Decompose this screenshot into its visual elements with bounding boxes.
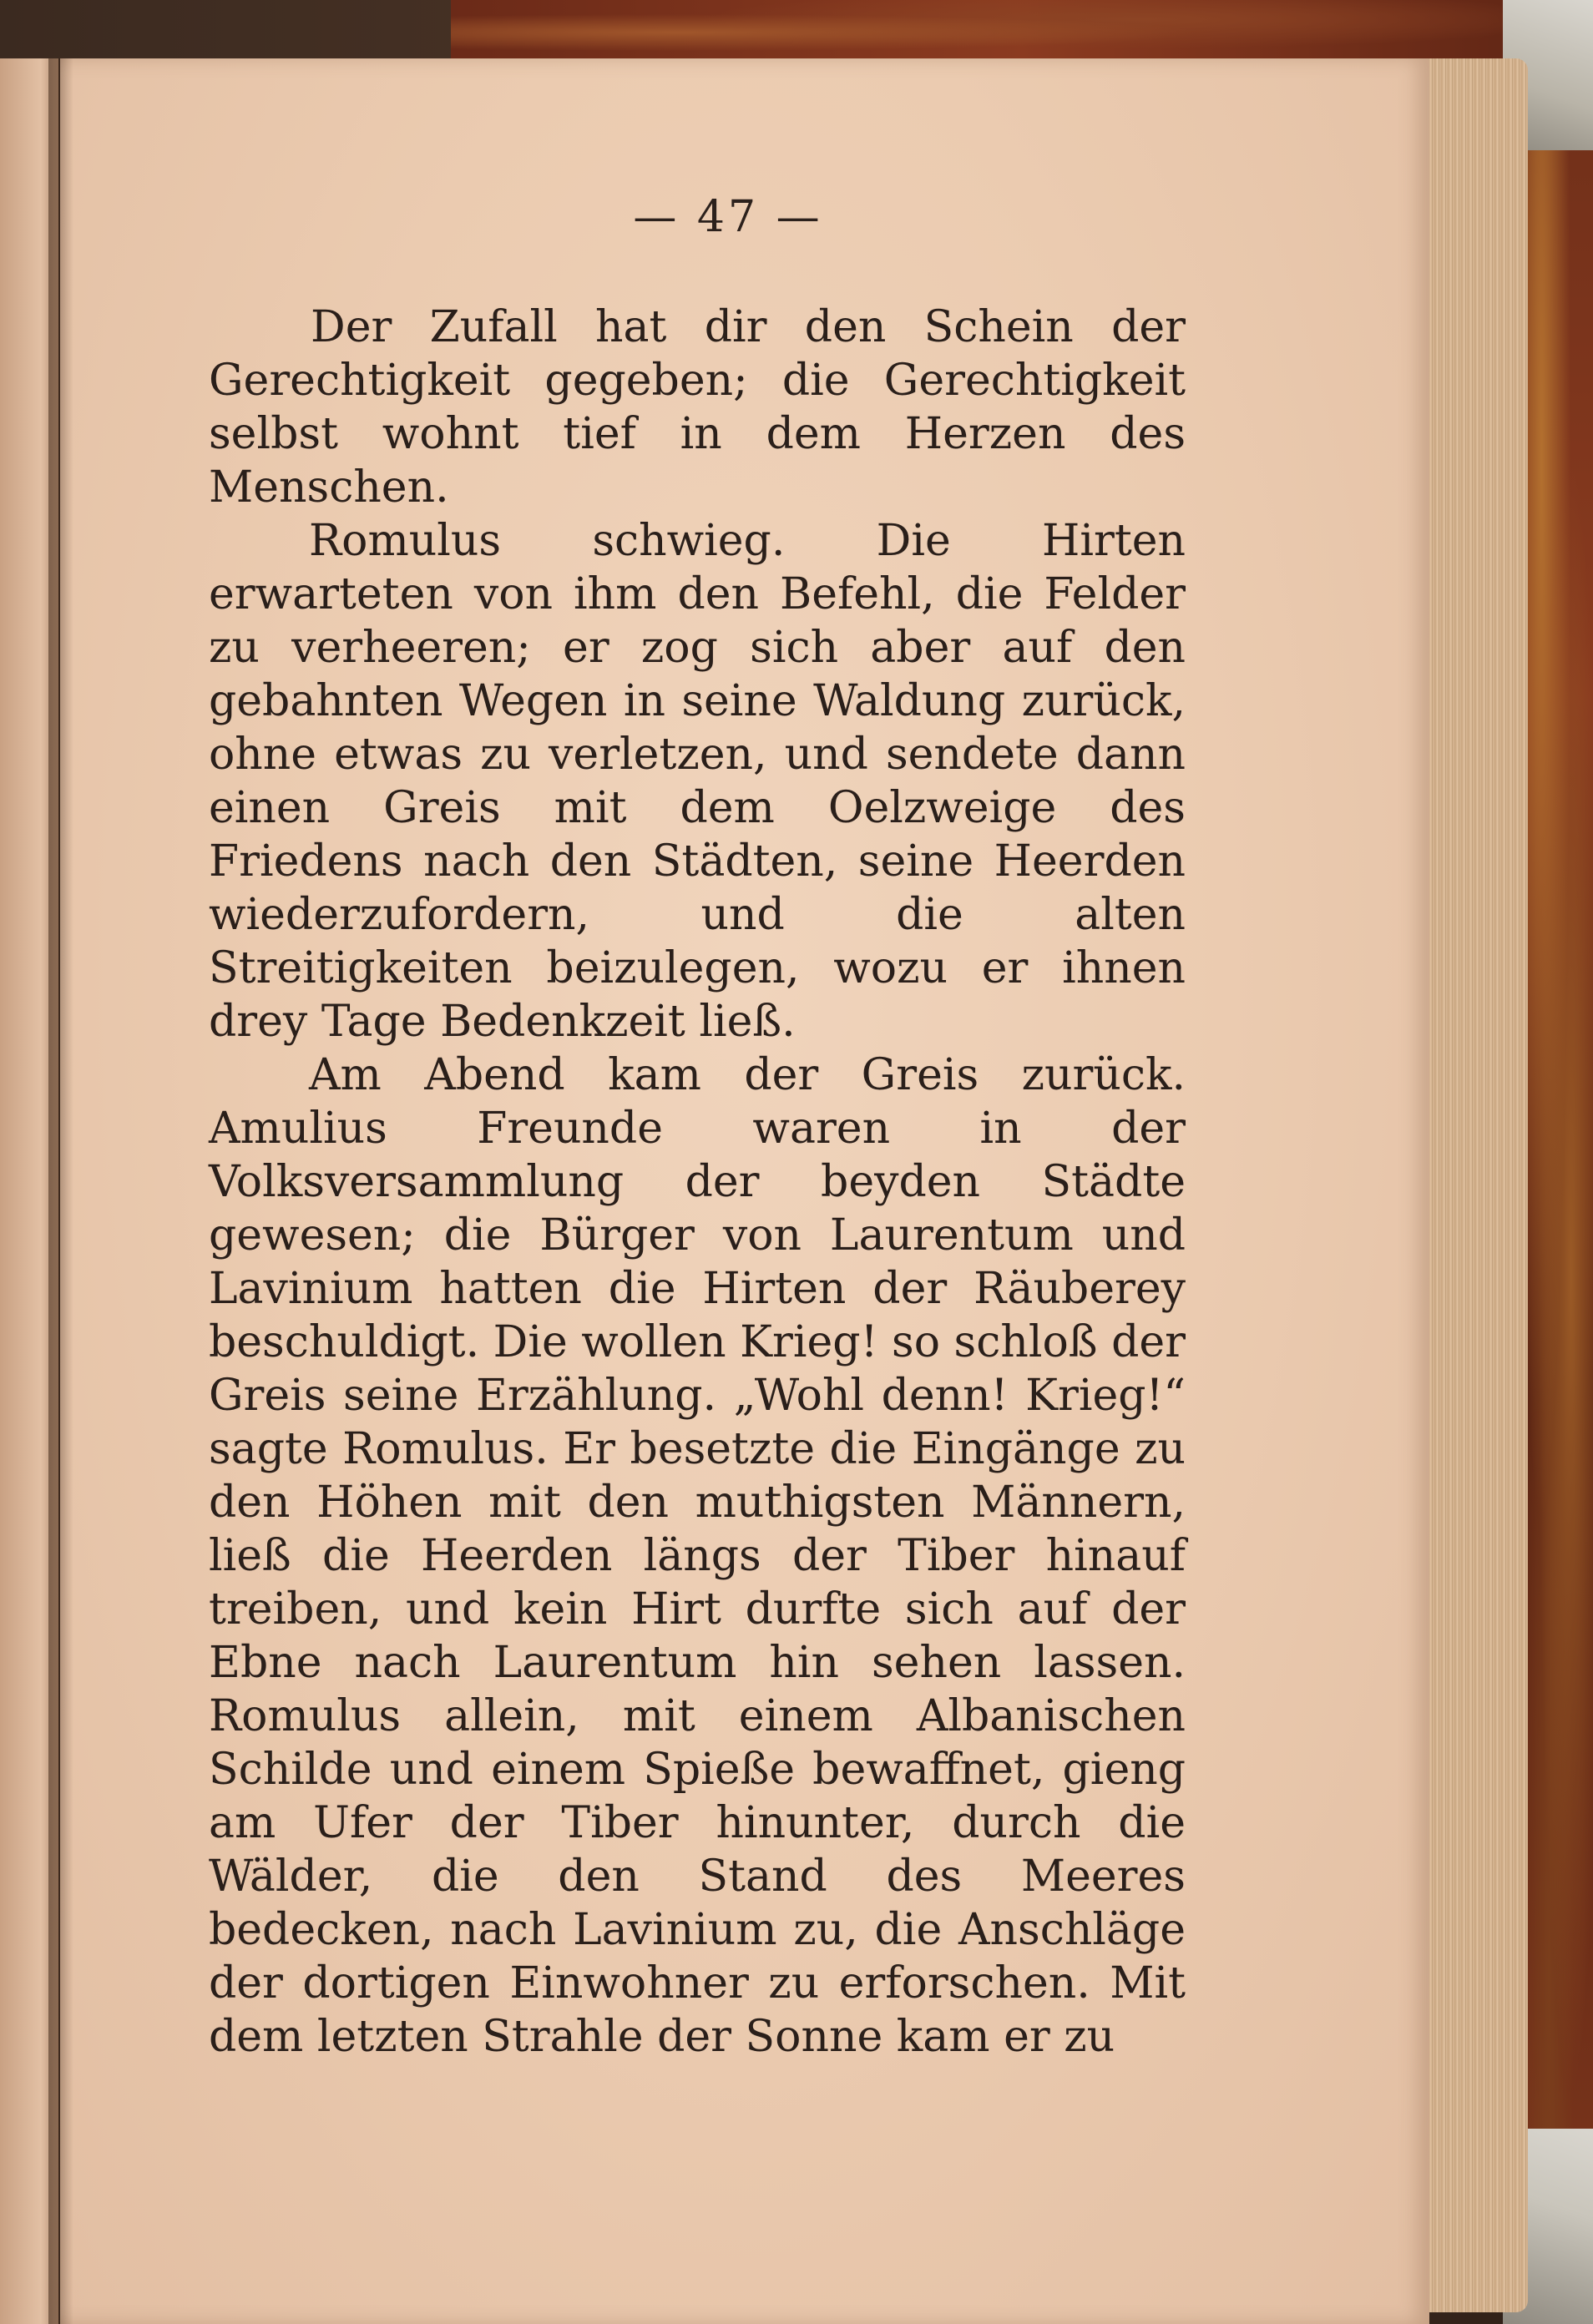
gutter-shadow — [48, 58, 73, 2324]
paragraph-1: Der Zufall hat dir den Schein der Gerechtigkeit gegeben; die Gerechtigkeit selbst wohnt tief in dem Herzen des Menschen. — [209, 302, 1186, 513]
book-page — [60, 58, 1429, 2324]
paragraph-3: Am Abend kam der Greis zurück. Amulius Freunde waren in der Volksversammlung der beyden Städte gewesen; die Bürger von Laurentum und Lavinium hatten die Hirten der Räuberey beschuldigt. Die wollen Krieg! so schloß der Greis seine Erzählung. „Wohl denn! Krieg!“ sagte Romulus. Er besetzte die Eingänge zu den Höhen mit den muthigsten Männern, ließ die Heerden längs der Tiber hinauf treiben, und kein Hirt durfte sich auf der Ebne nach Laurentum hin sehen lassen. Romulus allein, mit einem Albanischen Schilde und einem Spieße bewaffnet, gieng am Ufer der Tiber hinunter, durch die Wälder, die den Stand des Meeres bedecken, nach Lavinium zu, die Anschläge der dortigen Einwohner zu erforschen. Mit dem letzten Strahle der Sonne kam er zu — [209, 1050, 1186, 2062]
page-number: — 47 — — [633, 192, 823, 242]
book-cover-right-marbled — [1520, 0, 1593, 2324]
page-block-edges — [1419, 58, 1528, 2312]
body-text — [209, 301, 1186, 2064]
paragraph-2: Romulus schwieg. Die Hirten erwarteten von ihm den Befehl, die Felder zu verheeren; er zog sich aber auf den gebahnten Wegen in seine Waldung zurück, ohne etwas zu verletzen, und sendete dann einen Greis mit dem Oelzweige des Friedens nach den Städten, seine Heerden wiederzufordern, und die alten Streitigkeiten beizulegen, wozu er ihnen drey Tage Bedenkzeit ließ. — [209, 516, 1186, 1047]
book-cover-top-marbled — [451, 0, 1593, 65]
